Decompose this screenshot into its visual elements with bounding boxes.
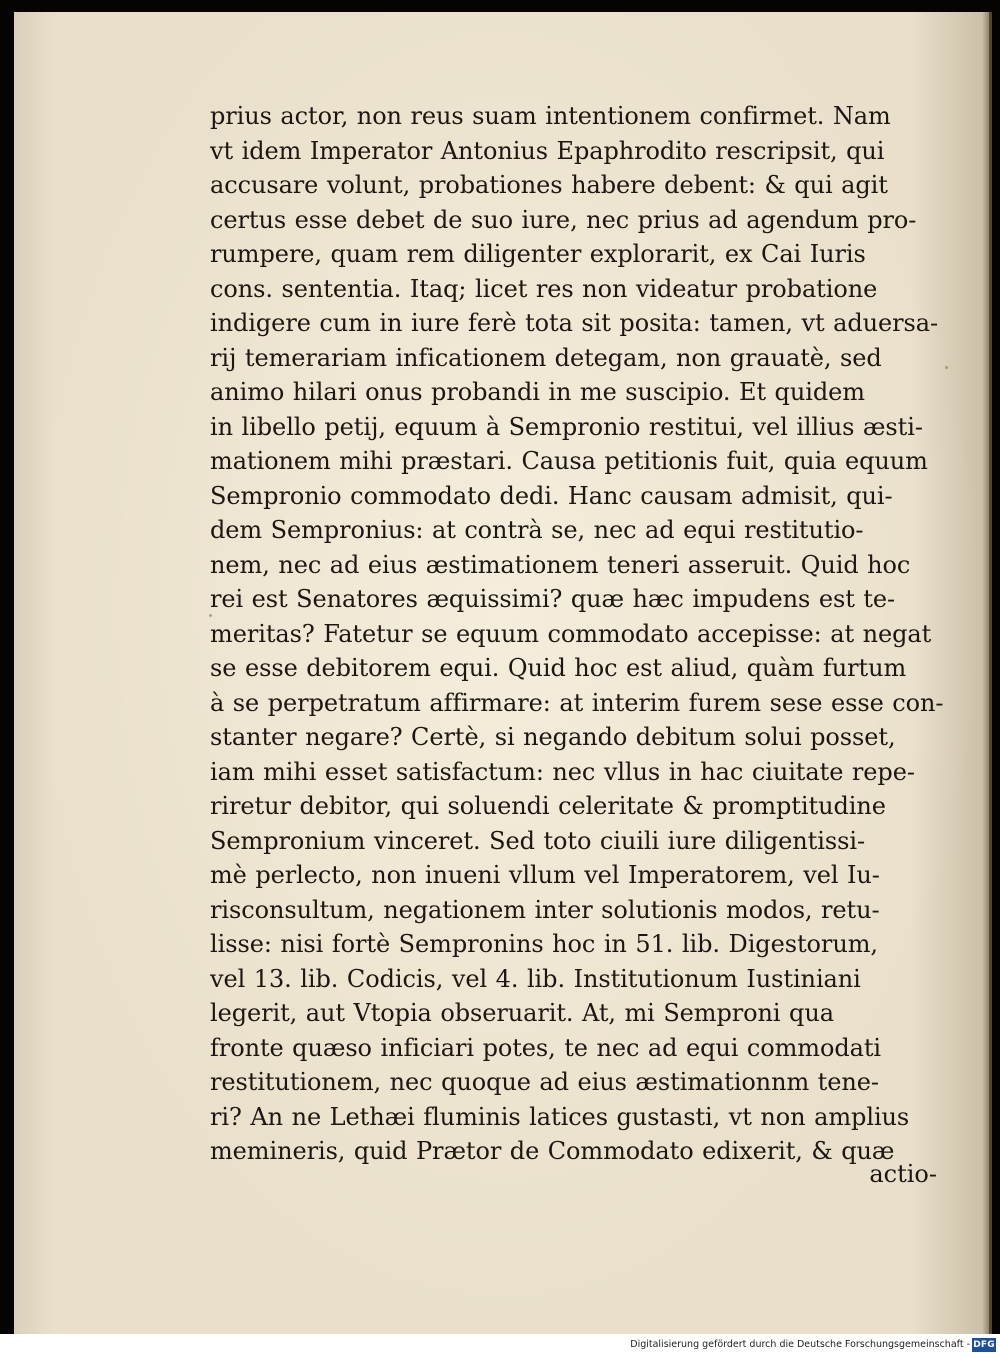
text-line: risconsultum, negationem inter solutionis modos, retu- xyxy=(210,895,880,924)
text-line: mè perlecto, non inueni vllum vel Imperatorem, vel Iu- xyxy=(210,861,880,889)
text-line: accusare volunt, probationes habere debent: & qui agit xyxy=(210,171,888,199)
paper-speck xyxy=(945,366,948,369)
text-line: meritas? Fatetur se equum commodato accepisse: at negat xyxy=(210,619,932,648)
text-line: cons. sententia. Itaq; licet res non videatur probatione xyxy=(210,274,878,303)
text-line: iam mihi esset satisfactum: nec vllus in hac ciuitate repe- xyxy=(210,757,915,786)
text-line: rei est Senatores æquissimi? quæ hæc impudens est te- xyxy=(210,585,896,613)
text-line: restitutionem, nec quoque ad eius æstimationnm tene- xyxy=(210,1068,879,1096)
text-line: rumpere, quam rem diligenter explorarit, ex Cai Iuris xyxy=(210,240,866,268)
funding-credit: Digitalisierung gefördert durch die Deutsche Forschungsgemeinschaft - xyxy=(630,1339,970,1350)
text-line: vel 13. lib. Codicis, vel 4. lib. Institutionum Iustiniani xyxy=(210,964,861,993)
text-line: se esse debitorem equi. Quid hoc est aliud, quàm furtum xyxy=(210,654,907,682)
text-line: nem, nec ad eius æstimationem teneri asseruit. Quid hoc xyxy=(210,550,911,579)
text-line: mationem mihi præstari. Causa petitionis fuit, quia equum xyxy=(210,447,928,475)
paper-speck xyxy=(209,614,212,617)
text-line: animo hilari onus probandi in me suscipio. Et quidem xyxy=(210,378,865,406)
text-line: Sempronium vinceret. Sed toto ciuili iure diligentissi- xyxy=(210,826,866,855)
body-text xyxy=(210,99,962,1169)
text-line: stanter negare? Certè, si negando debitum solui posset, xyxy=(210,723,896,751)
text-line: prius actor, non reus suam intentionem confirmet. Nam xyxy=(210,102,891,130)
text-line: legerit, aut Vtopia obseruarit. At, mi Semproni qua xyxy=(210,999,834,1027)
text-line: rij temerariam inficationem detegam, non grauatè, sed xyxy=(210,343,882,372)
text-line: riretur debitor, qui soluendi celeritate & promptitudine xyxy=(210,792,886,820)
dfg-logo-icon: DFG xyxy=(973,1340,995,1350)
text-line: certus esse debet de suo iure, nec prius ad agendum pro- xyxy=(210,205,917,234)
text-line: fronte quæso inficiari potes, te nec ad equi commodati xyxy=(210,1033,882,1062)
footer-bar xyxy=(0,1334,1000,1358)
text-line: in libello petij, equum à Sempronio restitui, vel illius æsti- xyxy=(210,412,923,441)
text-line: vt idem Imperator Antonius Epaphrodito rescripsit, qui xyxy=(210,136,885,165)
text-line: ri? An ne Lethæi fluminis latices gustasti, vt non amplius xyxy=(210,1102,910,1131)
text-line: à se perpetratum affirmare: at interim furem sese esse con- xyxy=(210,688,944,717)
text-line: indigere cum in iure ferè tota sit posita: tamen, vt aduersa- xyxy=(210,309,939,337)
text-line: Sempronio commodato dedi. Hanc causam admisit, qui- xyxy=(210,481,893,510)
text-line: dem Sempronius: at contrà se, nec ad equi restitutio- xyxy=(210,516,864,544)
catchword: actio- xyxy=(869,1160,937,1188)
text-line: memineris, quid Prætor de Commodato edixerit, & quæ xyxy=(210,1137,895,1165)
text-line: lisse: nisi fortè Sempronins hoc in 51. lib. Digestorum, xyxy=(210,930,878,958)
book-page xyxy=(14,12,992,1334)
